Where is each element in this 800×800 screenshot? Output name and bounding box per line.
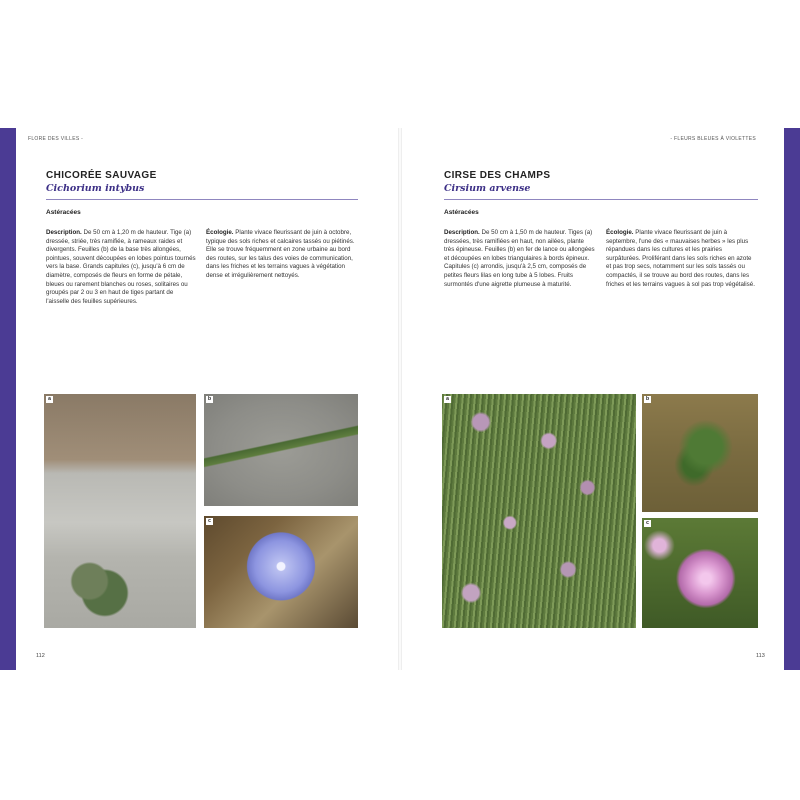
photo-tag: a [444,396,451,403]
photo-flower-head [204,516,358,628]
photo-tag: b [645,396,650,402]
title-rule [444,199,758,200]
photo-tag: a [46,396,53,403]
ecology-column [606,229,758,289]
left-thumb-edge [0,128,16,670]
page-number: 112 [36,653,45,659]
running-head: - FLEURS BLEUES À VIOLETTES [670,136,756,142]
ecology-label: Écologie. [606,229,634,236]
ecology-text: Plante vivace fleurissant de juin à octobre, typique des sols riches et calcaires tassés ou piétinés. Elle se trouve fréquemment en zone urbaine au bord des routes, sur les talus des voies de communication, dans les friches et les terrains vagues à végétation dense et irrégulièrement nettoyés. [206,229,355,279]
photo-plant-stem [44,394,196,628]
ecology-label: Écologie. [206,229,234,236]
description-label: Description. [444,229,480,236]
description-text: De 50 cm à 1,20 m de hauteur. Tige (a) dressée, striée, très ramifiée, à rameaux raides et divergents. Feuilles (b) de la base très allongées, pointues, souvent découpées en lobes pointus tournés vers la base. Grands capitules (c), jusqu'à 6 cm de diamètre, composés de fleurs en forme de pétale, bleues ou rarement blanches ou roses, solitaires ou groupés par 2 ou 3 en haut de tiges partant de l'aisselle des feuilles supérieures. [46,229,196,305]
species-title: CIRSE DES CHAMPS [444,170,551,181]
photo-leaf-rosette [642,394,758,512]
left-page [16,128,398,670]
ecology-text: Plante vivace fleurissant de juin à septembre, l'une des « mauvaises herbes » les plus répandues dans les cultures et les prairies surpâturées. Proliférant dans les sols riches en azote et pas trop secs, notamment sur les sols tassés ou compactés, il se trouve au bord des routes, dans les friches et les terrains vagues à sol pas trop végétalisé. [606,229,755,288]
photo-flower-head [642,518,758,628]
description-label: Description. [46,229,82,236]
photo-tag: c [644,520,651,527]
book-spread [0,128,800,670]
title-rule [46,199,358,200]
description-text: De 50 cm à 1,50 m de hauteur. Tiges (a) dressées, très ramifiées en haut, non ailées, plante très épineuse. Feuilles (b) en fer de lance ou allongées et découpées en lobes triangulaires à bords épineux. Capitules (c) arrondis, jusqu'à 2,5 cm, composés de petites fleurs lilas en long tube à 5 lobes. Fruits surmontés d'une aigrette plumeuse à maturité. [444,229,595,288]
family-name: Astéracées [46,209,81,216]
latin-name: Cichorium intybus [46,183,145,194]
latin-name: Cirsium arvense [444,183,531,194]
family-name: Astéracées [444,209,479,216]
species-title: CHICORÉE SAUVAGE [46,170,157,181]
running-head: FLORE DES VILLES - [28,136,84,142]
right-thumb-edge [784,128,800,670]
page-number: 113 [756,653,765,659]
ecology-column [206,229,358,281]
description-column [444,229,596,289]
photo-leaf [204,394,358,506]
photo-tag: c [206,518,213,525]
photo-tag: b [207,396,212,402]
description-column [46,229,196,306]
right-page [402,128,784,670]
photo-plant-clump [442,394,636,628]
